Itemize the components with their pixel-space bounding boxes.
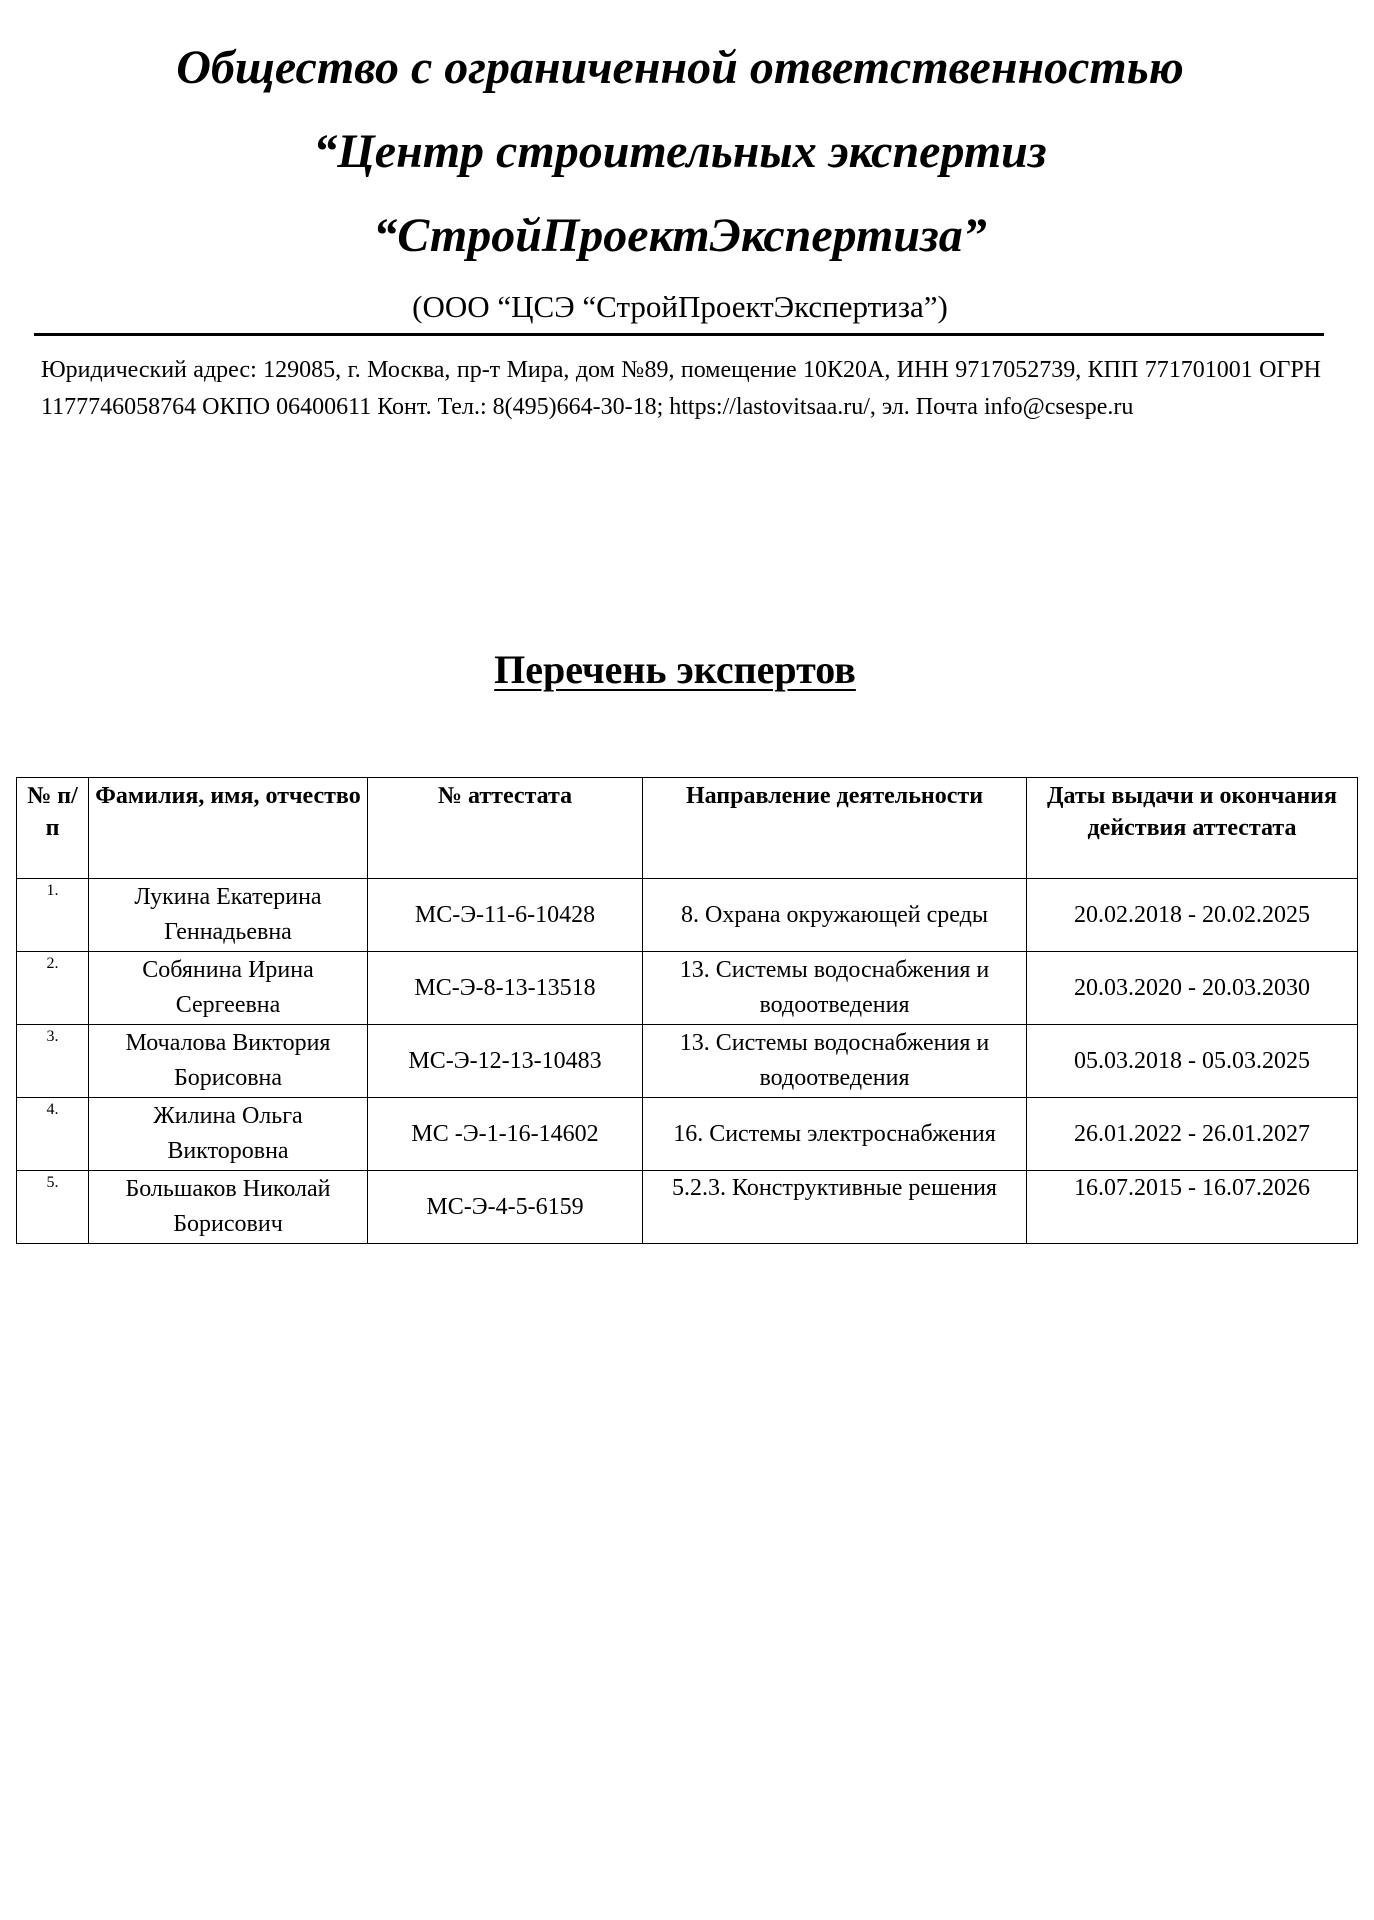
row-num: 2. xyxy=(17,952,89,1025)
table-header-row xyxy=(17,778,1358,879)
row-num: 5. xyxy=(17,1171,89,1244)
company-short-name: (ООО “ЦСЭ “СтройПроектЭкспертиза”) xyxy=(412,289,948,324)
row-name: Мочалова Виктория Борисовна xyxy=(89,1025,368,1098)
row-name: Лукина Екатерина Геннадьевна xyxy=(89,879,368,952)
row-cert: МС-Э-4-5-6159 xyxy=(368,1171,643,1244)
row-direction: 8. Охрана окружающей среды xyxy=(643,879,1027,952)
row-num: 4. xyxy=(17,1098,89,1171)
row-dates: 26.01.2022 - 26.01.2027 xyxy=(1027,1098,1358,1171)
header-name: Фамилия, имя, отчество xyxy=(89,778,368,879)
header-num: № п/п xyxy=(17,778,89,879)
header-dates: Даты выдачи и окончания действия аттестата xyxy=(1027,778,1358,879)
row-num: 1. xyxy=(17,879,89,952)
header-cert: № аттестата xyxy=(368,778,643,879)
table-row xyxy=(17,1171,1358,1244)
row-cert: МС-Э-8-13-13518 xyxy=(368,952,643,1025)
document-title xyxy=(0,645,1350,695)
table-row xyxy=(17,1098,1358,1171)
row-num: 3. xyxy=(17,1025,89,1098)
row-name: Большаков Николай Борисович xyxy=(89,1171,368,1244)
experts-table xyxy=(16,777,1358,1244)
document-title-text: Перечень экспертов xyxy=(494,647,856,692)
row-cert: МС-Э-12-13-10483 xyxy=(368,1025,643,1098)
row-dates: 20.03.2020 - 20.03.2030 xyxy=(1027,952,1358,1025)
row-cert: МС-Э-11-6-10428 xyxy=(368,879,643,952)
row-dates: 20.02.2018 - 20.02.2025 xyxy=(1027,879,1358,952)
row-cert: МС -Э-1-16-14602 xyxy=(368,1098,643,1171)
row-dates: 16.07.2015 - 16.07.2026 xyxy=(1027,1171,1358,1244)
company-name-line-3: “СтройПроектЭкспертиза” xyxy=(373,209,987,262)
table-row xyxy=(17,1025,1358,1098)
row-direction: 5.2.3. Конструктивные решения xyxy=(643,1171,1027,1244)
company-name-line-2: “Центр строительных экспертиз xyxy=(313,125,1047,178)
company-name-line-1: Общество с ограниченной ответственностью xyxy=(176,41,1184,94)
row-direction: 16. Системы электроснабжения xyxy=(643,1098,1027,1171)
row-direction: 13. Системы водоснабжения и водоотведения xyxy=(643,1025,1027,1098)
table-row xyxy=(17,952,1358,1025)
row-dates: 05.03.2018 - 05.03.2025 xyxy=(1027,1025,1358,1098)
header-direction: Направление деятельности xyxy=(643,778,1027,879)
table-row xyxy=(17,879,1358,952)
legal-address: Юридический адрес: 129085, г. Москва, пр-т Мира, дом №89, помещение 10К20А, ИНН 9717052739, КПП 771701001 ОГРН 1177746058764 ОКПО 06400611 Конт. Тел.: 8(495)664-30-18; https://lastovitsaa.ru/, эл. Почта info@csespe.ru xyxy=(41,357,1321,420)
row-direction: 13. Системы водоснабжения и водоотведения xyxy=(643,952,1027,1025)
row-name: Жилина Ольга Викторовна xyxy=(89,1098,368,1171)
header-divider xyxy=(34,333,1324,336)
row-name: Собянина Ирина Сергеевна xyxy=(89,952,368,1025)
